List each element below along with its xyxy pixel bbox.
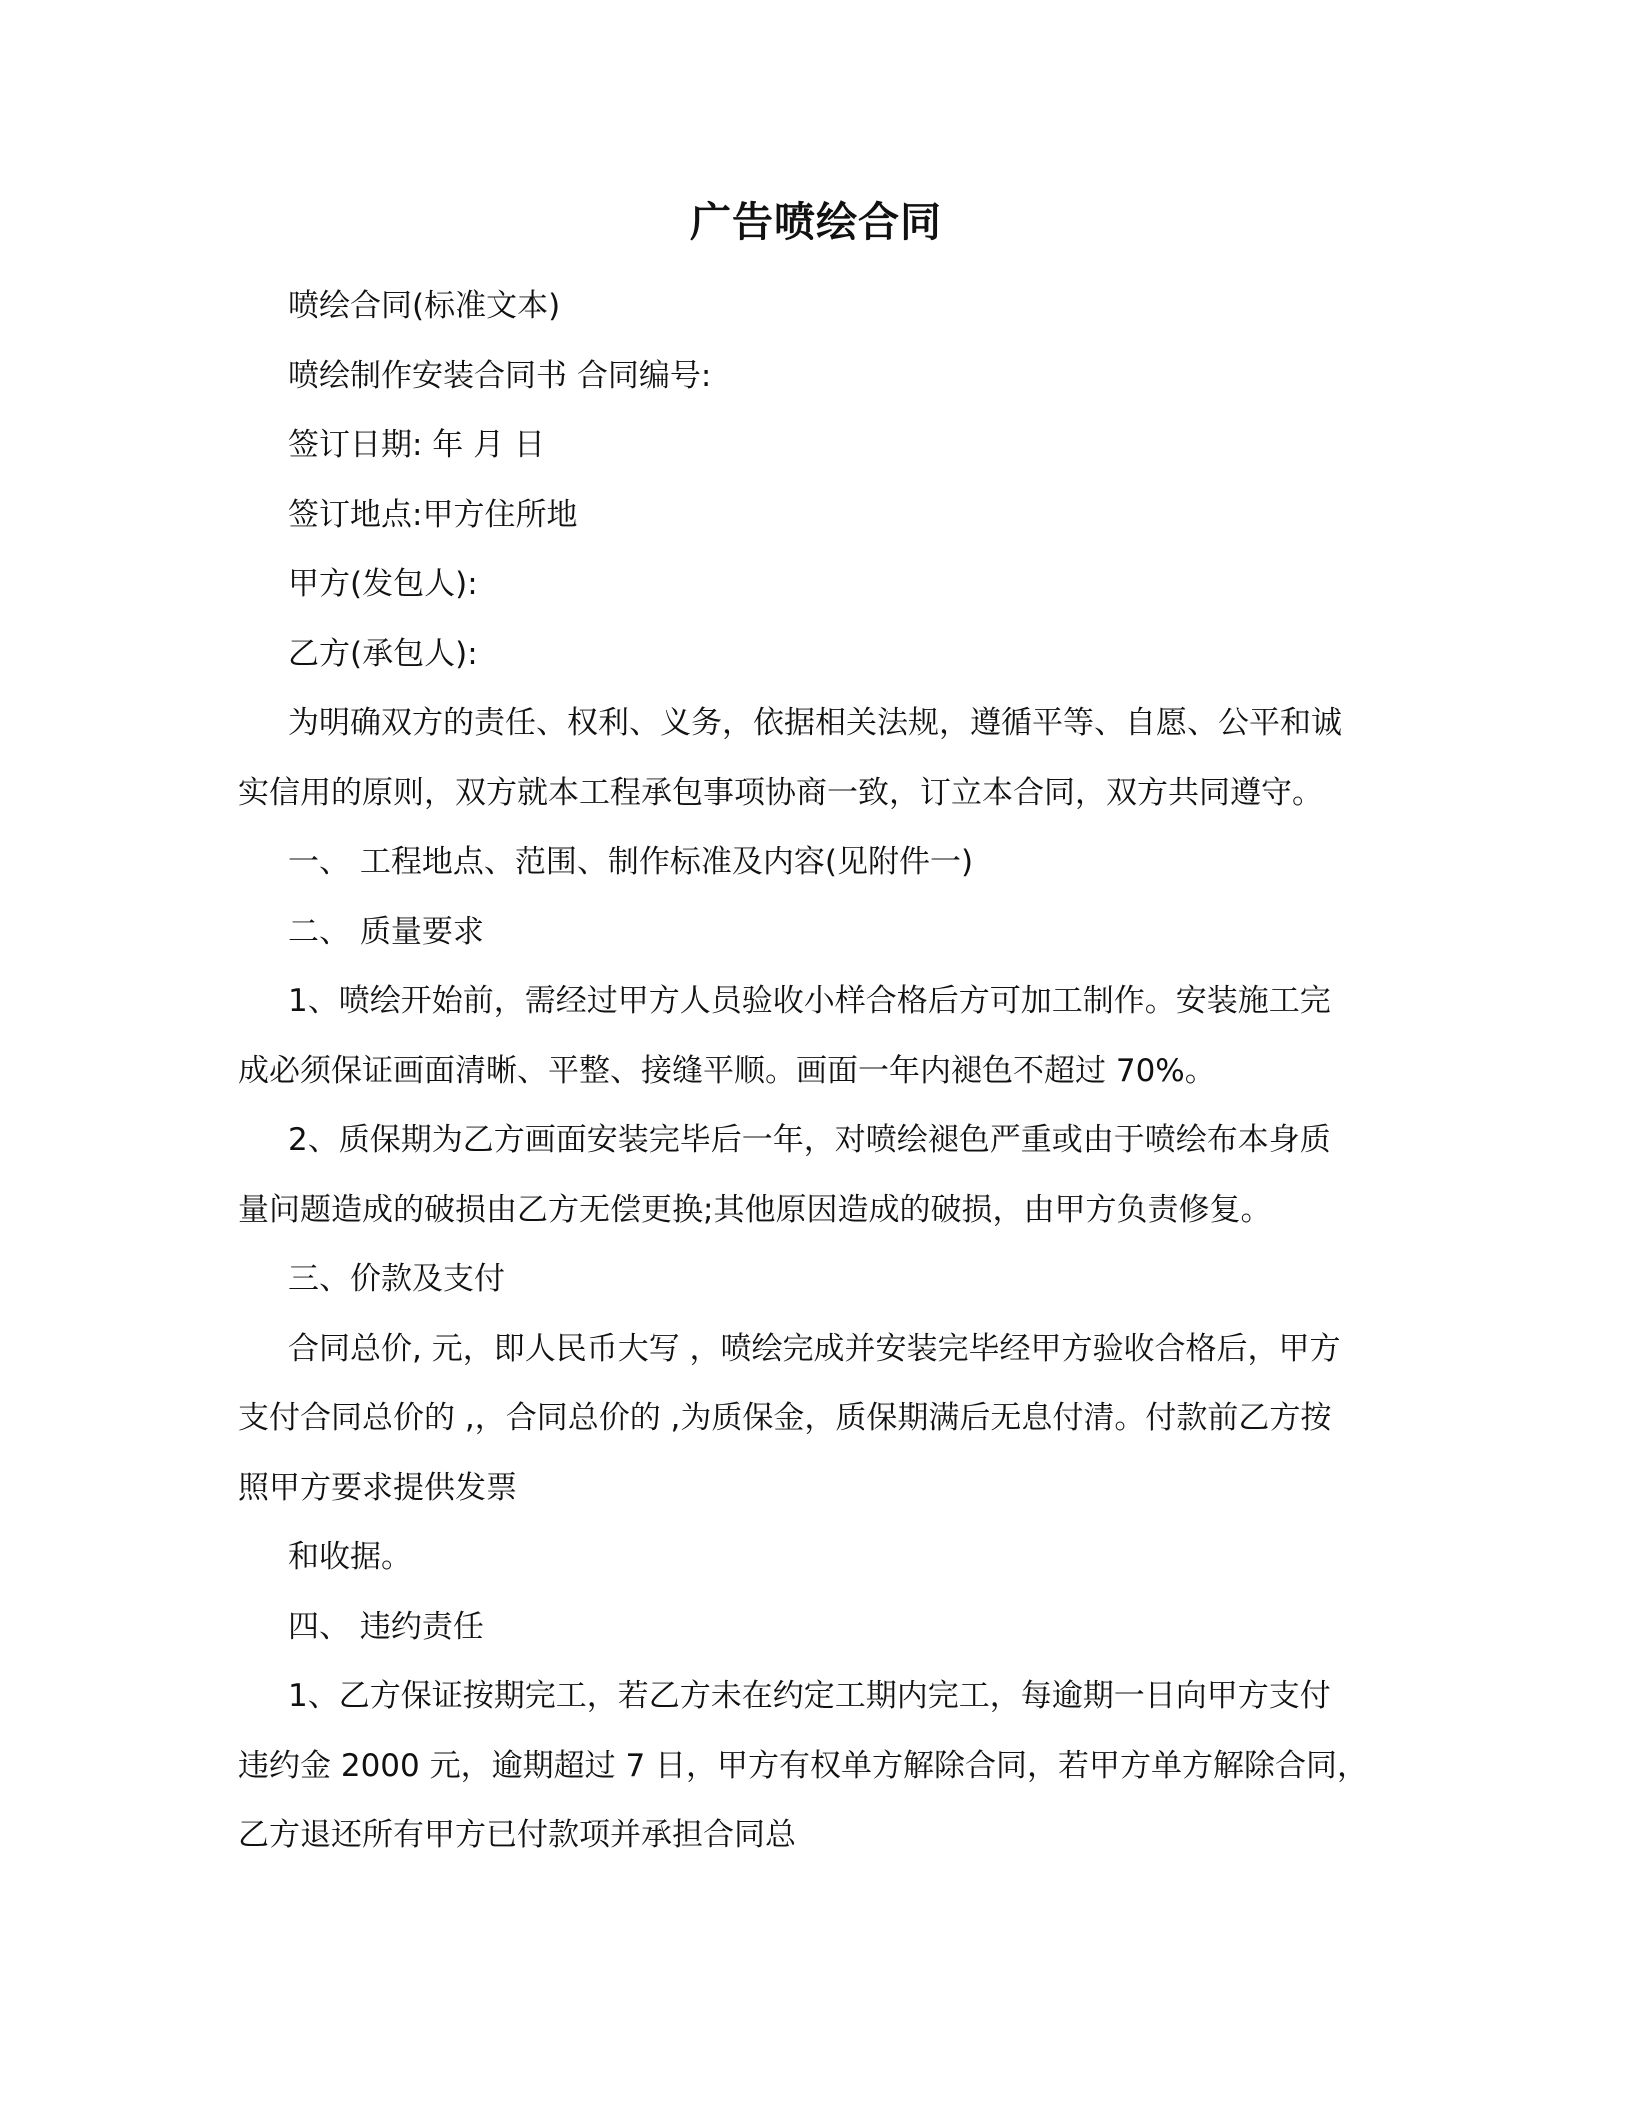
document-line: 量问题造成的破损由乙方无偿更换;其他原因造成的破损，由甲方负责修复。 bbox=[238, 1191, 1272, 1228]
document-line: 照甲方要求提供发票 bbox=[238, 1469, 517, 1506]
document-line: 违约金 2000 元，逾期超过 7 日，甲方有权单方解除合同，若甲方单方解除合同， bbox=[238, 1747, 1369, 1784]
document-line: 2、质保期为乙方画面安装完毕后一年，对喷绘褪色严重或由于喷绘布本身质 bbox=[288, 1122, 1331, 1158]
document-line: 四、 违约责任 bbox=[288, 1608, 484, 1645]
document-line: 签订日期: 年 月 日 bbox=[288, 427, 546, 463]
document-line: 合同总价, 元，即人民币大写 ，喷绘完成并安装完毕经甲方验收合格后，甲方 bbox=[288, 1330, 1341, 1367]
document-line: 为明确双方的责任、权利、义务，依据相关法规，遵循平等、自愿、公平和诚 bbox=[288, 705, 1342, 741]
document-line: 喷绘制作安装合同书 合同编号: bbox=[288, 357, 712, 394]
document-line: 成必须保证画面清晰、平整、接缝平顺。画面一年内褪色不超过 70%。 bbox=[238, 1052, 1216, 1089]
document-line: 1、喷绘开始前，需经过甲方人员验收小样合格后方可加工制作。安装施工完 bbox=[288, 983, 1331, 1019]
document-line: 甲方(发包人): bbox=[288, 566, 478, 602]
document-line: 支付合同总价的 ,，合同总价的 ,为质保金，质保期满后无息付清。付款前乙方按 bbox=[238, 1400, 1332, 1436]
document-line: 喷绘合同(标准文本) bbox=[288, 288, 561, 324]
document-line: 签订地点:甲方住所地 bbox=[288, 496, 578, 533]
document-line: 实信用的原则，双方就本工程承包事项协商一致，订立本合同，双方共同遵守。 bbox=[238, 774, 1323, 811]
document-line: 三、价款及支付 bbox=[288, 1261, 505, 1297]
document-line: 二、 质量要求 bbox=[288, 913, 484, 950]
document-line: 乙方(承包人): bbox=[288, 635, 478, 672]
document-line: 乙方退还所有甲方已付款项并承担合同总 bbox=[238, 1817, 796, 1853]
document-title: 广告喷绘合同 bbox=[690, 198, 942, 246]
document-line: 和收据。 bbox=[288, 1539, 412, 1575]
document-line: 1、乙方保证按期完工，若乙方未在约定工期内完工，每逾期一日向甲方支付 bbox=[288, 1678, 1331, 1714]
document-body bbox=[238, 272, 1368, 1871]
document-line: 一、 工程地点、范围、制作标准及内容(见附件一) bbox=[288, 844, 974, 880]
